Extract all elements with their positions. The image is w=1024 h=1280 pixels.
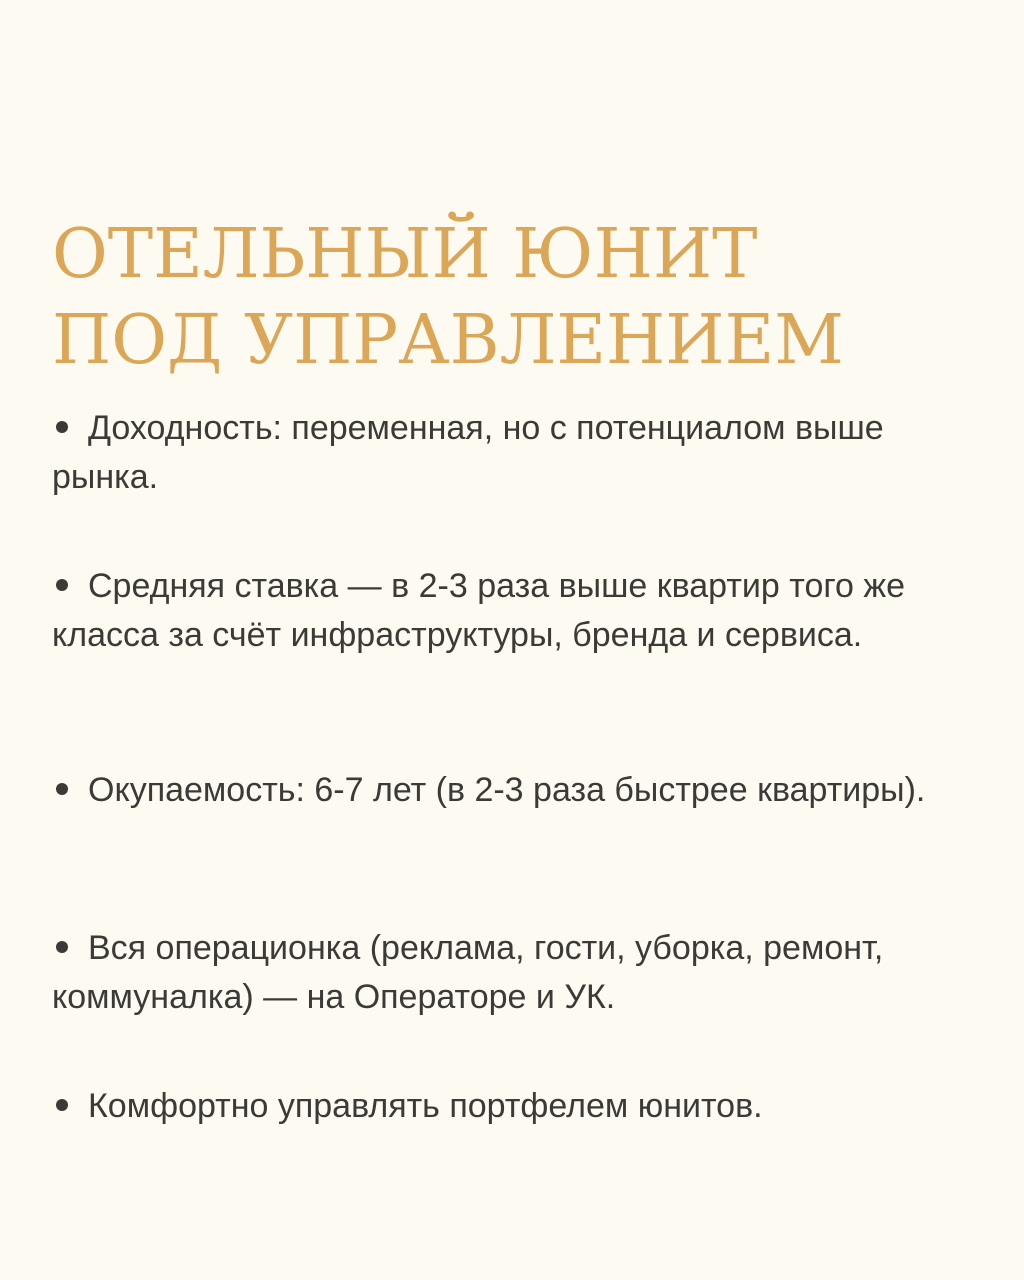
list-item-text: Окупаемость: 6-7 лет (в 2-3 раза быстрее квартиры). xyxy=(88,771,926,809)
title-line-2: ПОД УПРАВЛЕНИЕМ xyxy=(52,301,844,380)
list-item xyxy=(52,562,952,660)
list-item-text: Комфортно управлять портфелем юнитов. xyxy=(88,1087,763,1125)
list-item xyxy=(52,766,952,815)
list-item-text: Доходность: переменная, но с потенциалом выше рынка. xyxy=(52,409,884,496)
list-item xyxy=(52,1082,952,1131)
page-title xyxy=(52,212,982,384)
bullet-icon xyxy=(56,783,68,795)
title-line-1: ОТЕЛЬНЫЙ ЮНИТ xyxy=(52,215,758,294)
bullet-icon xyxy=(56,579,68,591)
list-item xyxy=(52,924,952,1022)
bullet-icon xyxy=(56,1099,68,1111)
list-item-text: Средняя ставка — в 2-3 раза выше квартир того же класса за счёт инфраструктуры, бренда и сервиса. xyxy=(52,567,906,654)
bullet-icon xyxy=(56,421,68,433)
list-item xyxy=(52,404,952,502)
list-item-text: Вся операционка (реклама, гости, уборка, ремонт, коммуналка) — на Операторе и УК. xyxy=(52,929,884,1016)
bullet-icon xyxy=(56,941,68,953)
